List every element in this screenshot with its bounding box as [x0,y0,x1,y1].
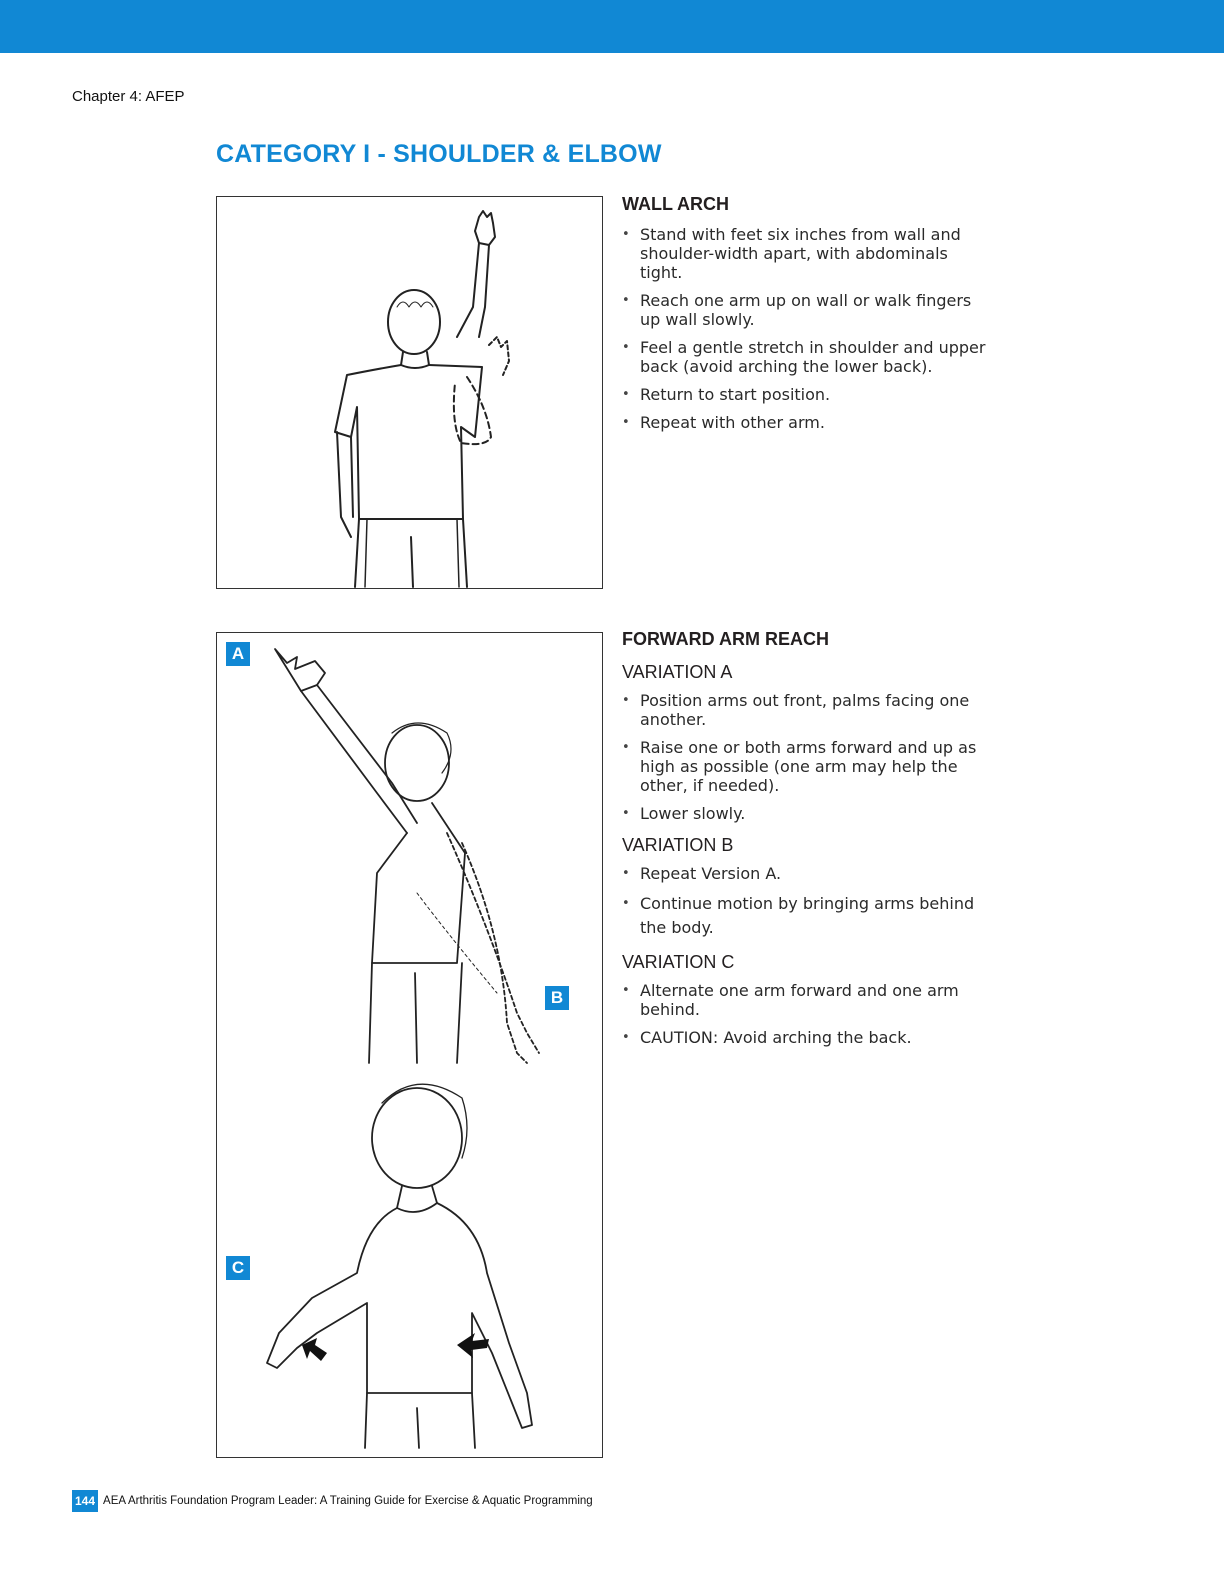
category-title: CATEGORY I - SHOULDER & ELBOW [216,140,662,168]
list-item: • Continue motion by bringing arms behind the body. [622,892,992,940]
list-item: • Repeat Version A. [622,864,992,883]
list-item: • Position arms out front, palms facing one another. [622,691,992,729]
wall-arch-instructions [622,194,992,441]
list-item: • Raise one or both arms forward and up as high as possible (one arm may help the other, if needed). [622,738,992,795]
list-item: • CAUTION: Avoid arching the back. [622,1028,992,1047]
list-item: • Feel a gentle stretch in shoulder and upper back (avoid arching the lower back). [622,338,992,376]
figure-label-b: B [545,986,569,1010]
instruction-list [622,981,992,1047]
wall-arch-figure [216,196,603,589]
instruction-list [622,691,992,823]
forward-arm-reach-instructions [622,629,992,1056]
page-number: 144 [72,1490,98,1512]
woman-arm-reach-illustration [217,633,604,1459]
figure-label-a: A [226,642,250,666]
instruction-list [622,864,992,940]
list-item: • Reach one arm up on wall or walk fingers up wall slowly. [622,291,992,329]
variation-title: VARIATION B [622,835,734,855]
figure-label-c: C [226,1256,250,1280]
exercise-title: FORWARD ARM REACH [622,629,829,649]
variation-title: VARIATION A [622,662,733,682]
forward-arm-reach-figure [216,632,603,1458]
footer-title: AEA Arthritis Foundation Program Leader: A Training Guide for Exercise & Aquatic Programming [103,1495,593,1507]
list-item: • Lower slowly. [622,804,992,823]
chapter-header: Chapter 4: AFEP [72,88,185,105]
variation-title: VARIATION C [622,952,735,972]
list-item: • Return to start position. [622,385,992,404]
exercise-title: WALL ARCH [622,194,729,214]
top-color-bar [0,0,1224,53]
list-item: • Alternate one arm forward and one arm behind. [622,981,992,1019]
list-item: • Repeat with other arm. [622,413,992,432]
man-reaching-up-wall-illustration [217,197,604,590]
instruction-list [622,225,992,432]
list-item: • Stand with feet six inches from wall and shoulder-width apart, with abdominals tight. [622,225,992,282]
page-footer [72,1490,593,1512]
